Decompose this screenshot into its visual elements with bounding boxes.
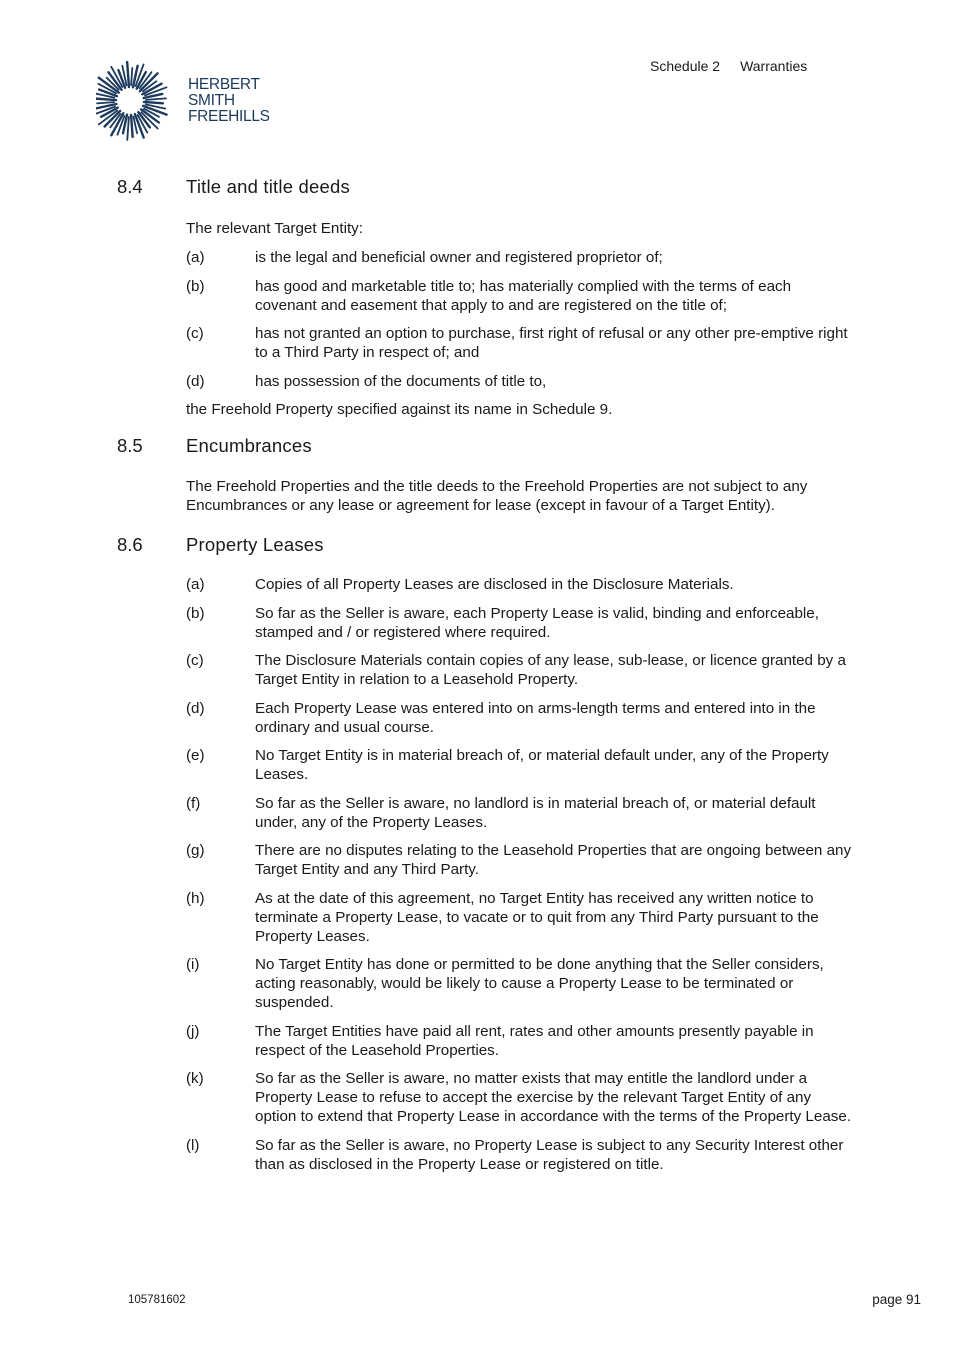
clause-text: has not granted an option to purchase, first right of refusal or any other pre-emptive right to a Third Party in respect of; and xyxy=(255,325,848,361)
logo-line-1: HERBERT xyxy=(188,76,260,93)
section-closing: the Freehold Property specified against its name in Schedule 9. xyxy=(186,401,613,418)
clause-label: (b) xyxy=(186,277,205,295)
section-8-5 xyxy=(117,435,857,515)
clause-item xyxy=(186,651,857,689)
clause-text: So far as the Seller is aware, each Property Lease is valid, binding and enforceable, stamped and / or registered where required. xyxy=(255,604,819,641)
clause-item xyxy=(186,699,857,737)
logo-ray xyxy=(131,68,132,85)
logo-line-3: FREEHILLS xyxy=(188,108,270,125)
logo-ray xyxy=(97,102,114,103)
clause-label: (e) xyxy=(186,747,205,764)
logo-wordmark xyxy=(188,77,270,125)
clause-item xyxy=(186,889,857,946)
company-logo xyxy=(96,58,276,148)
logo-ray xyxy=(96,98,116,100)
clause-text: has good and marketable title to; has materially complied with the terms of each covenant and easement that apply to and are registered on the title of; xyxy=(255,277,792,314)
clause-label: (l) xyxy=(186,1136,200,1154)
clause-label: (g) xyxy=(186,842,205,859)
sunburst-logo-icon xyxy=(96,58,186,148)
clause-list xyxy=(186,248,857,391)
running-header xyxy=(650,58,807,74)
clause-text: is the legal and beneficial owner and registered proprietor of; xyxy=(255,249,663,266)
logo-ray xyxy=(127,62,129,87)
clause-label: (c) xyxy=(186,652,204,669)
clause-text: So far as the Seller is aware, no landlord is in material breach of, or material default under, any of the Property Leases. xyxy=(255,794,816,831)
section-number: 8.6 xyxy=(117,534,143,555)
page-number: page 91 xyxy=(872,1292,921,1307)
clause-item xyxy=(186,604,857,642)
clause-label: (a) xyxy=(186,576,205,593)
clause-text: The Target Entities have paid all rent, rates and other amounts presently payable in respect of the Leasehold Properties. xyxy=(255,1022,814,1059)
clause-label: (b) xyxy=(186,604,205,622)
clause-text: No Target Entity has done or permitted to be done anything that the Seller considers, acting reasonably, would be likely to cause a Property Lease to be terminated or suspended. xyxy=(255,956,824,1011)
section-number: 8.5 xyxy=(117,435,143,456)
section-intro: The relevant Target Entity: xyxy=(186,220,363,237)
schedule-title: Warranties xyxy=(740,58,808,74)
clause-item xyxy=(186,794,857,832)
section-8-4 xyxy=(117,176,857,419)
clause-item xyxy=(186,841,857,879)
section-heading xyxy=(117,176,857,200)
clause-item xyxy=(186,1022,857,1060)
clause-item xyxy=(186,746,857,784)
logo-line-2: SMITH xyxy=(188,92,235,109)
clause-text: So far as the Seller is aware, no Property Lease is subject to any Security Interest other than as disclosed in the Property Lease or registered on title. xyxy=(255,1136,844,1173)
clause-item xyxy=(186,277,857,315)
clause-list xyxy=(186,575,857,1174)
logo-ray xyxy=(131,115,133,137)
document-id: 105781602 xyxy=(128,1294,186,1306)
section-number: 8.4 xyxy=(117,176,143,197)
section-8-6 xyxy=(117,534,857,1183)
clause-text: The Disclosure Materials contain copies of any lease, sub-lease, or licence granted by a Target Entity in relation to a Leasehold Property. xyxy=(255,652,846,688)
logo-ray xyxy=(144,102,163,103)
section-title: Title and title deeds xyxy=(186,176,350,197)
schedule-label: Schedule 2 xyxy=(650,58,721,74)
clause-label: (j) xyxy=(186,1022,200,1040)
clause-item xyxy=(186,1069,857,1126)
clause-text: There are no disputes relating to the Leasehold Properties that are ongoing between any Target Entity and any Third Party. xyxy=(255,842,852,878)
clause-label: (d) xyxy=(186,372,205,390)
clause-text: No Target Entity is in material breach of, or material default under, any of the Property Leases. xyxy=(255,747,829,783)
clause-label: (i) xyxy=(186,956,200,973)
clause-item xyxy=(186,372,857,391)
section-body: The Freehold Properties and the title deeds to the Freehold Properties are not subject to any Encumbrances or any lease or agreement for lease (except in favour of a Target Entity). xyxy=(186,478,808,514)
clause-label: (a) xyxy=(186,249,205,266)
clause-text: has possession of the documents of title to, xyxy=(255,372,547,390)
clause-text: As at the date of this agreement, no Target Entity has received any written notice to terminate a Property Lease, to vacate or to quit from any Third Party pursuant to the Property Leases. xyxy=(255,889,819,945)
clause-text: So far as the Seller is aware, no matter exists that may entitle the landlord under a Property Lease to refuse to accept the exercise by the relevant Target Entity of any option to extend that Property Lease in accordance with the terms of the Property Lease. xyxy=(255,1070,852,1125)
clause-label: (k) xyxy=(186,1070,204,1087)
section-title: Encumbrances xyxy=(186,435,312,456)
clause-label: (h) xyxy=(186,889,205,907)
clause-label: (c) xyxy=(186,325,204,342)
section-heading xyxy=(117,534,857,558)
clause-item xyxy=(186,575,857,594)
clause-label: (d) xyxy=(186,699,205,717)
clause-item xyxy=(186,248,857,267)
clause-item xyxy=(186,324,857,362)
clause-item xyxy=(186,955,857,1012)
clause-label: (f) xyxy=(186,794,201,812)
section-heading xyxy=(117,435,857,459)
section-title: Property Leases xyxy=(186,534,324,555)
clause-item xyxy=(186,1136,857,1174)
logo-ray xyxy=(146,98,166,99)
clause-text: Copies of all Property Leases are disclosed in the Disclosure Materials. xyxy=(255,576,734,593)
clause-text: Each Property Lease was entered into on arms-length terms and entered into in the ordinary and usual course. xyxy=(255,699,816,736)
logo-ray xyxy=(127,117,129,140)
